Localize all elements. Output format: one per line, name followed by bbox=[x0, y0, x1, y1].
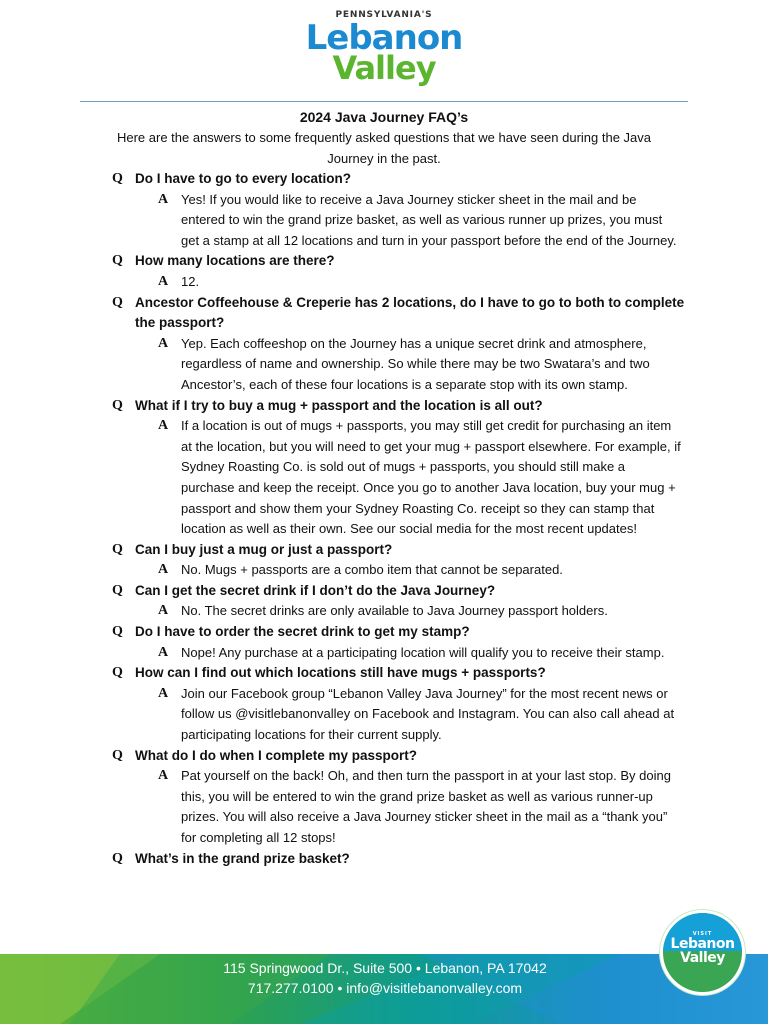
faq-question bbox=[112, 849, 692, 870]
answer-text: Pat yourself on the back! Oh, and then turn the passport in at your last stop. By doing this, you will be entered to win the grand prize basket as well as various runner-up prizes. You will also receive a Java Journey sticker sheet in the mail as a “thank you” for completing all 12 stops! bbox=[181, 768, 671, 845]
question-marker: Q bbox=[112, 253, 123, 269]
question-text: Can I buy just a mug or just a passport? bbox=[135, 541, 393, 557]
answer-text: Nope! Any purchase at a participating location will qualify you to receive their stamp. bbox=[181, 644, 665, 660]
faq-item bbox=[112, 622, 692, 663]
faq-answer bbox=[158, 766, 681, 848]
faq-item bbox=[112, 746, 692, 849]
question-text: Can I get the secret drink if I don’t do the Java Journey? bbox=[135, 582, 496, 598]
answer-text: Yes! If you would like to receive a Java Journey sticker sheet in the mail and be entered to win the grand prize basket, as well as various runner up prizes, you must get a stamp at all 12 locations and turn in your passport before the end of the Journey. bbox=[181, 191, 677, 248]
faq-list bbox=[112, 169, 692, 869]
intro-paragraph: Here are the answers to some frequently asked questions that we have seen during the Java Journey in the past. bbox=[116, 130, 652, 166]
faq-question bbox=[112, 169, 692, 190]
badge-line-2: Valley bbox=[680, 950, 725, 966]
answer-marker: A bbox=[158, 644, 169, 660]
question-marker: Q bbox=[112, 624, 123, 640]
faq-item bbox=[112, 581, 692, 622]
answer-marker: A bbox=[158, 418, 169, 434]
footer-contact: 717.277.0100 • info@visitlebanonvalley.com bbox=[247, 980, 523, 996]
answer-marker: A bbox=[158, 685, 169, 701]
question-text: Do I have to order the secret drink to get my stamp? bbox=[135, 624, 470, 640]
logo-line-1: Lebanon bbox=[305, 18, 463, 58]
answer-text: Join our Facebook group “Lebanon Valley Java Journey” for the most recent news or follow us @visitlebanonvalley on Facebook and Instagram. You can also call ahead at participating locations for their current supply. bbox=[181, 685, 675, 743]
page-title: 2024 Java Journey FAQ’s bbox=[299, 109, 469, 125]
faq-answer bbox=[158, 601, 681, 622]
footer-address: 115 Springwood Dr., Suite 500 • Lebanon, PA 17042 bbox=[223, 960, 547, 976]
faq-item bbox=[112, 663, 692, 745]
logo-small-text: PENNSYLVANIA'S bbox=[335, 10, 433, 20]
faq-answer bbox=[158, 334, 681, 396]
answer-marker: A bbox=[158, 335, 169, 351]
answer-marker: A bbox=[158, 562, 169, 578]
faq-question bbox=[112, 622, 692, 643]
question-marker: Q bbox=[112, 171, 123, 186]
faq-answer bbox=[158, 560, 681, 581]
faq-question bbox=[112, 396, 692, 417]
faq-item bbox=[112, 540, 692, 581]
faq-question bbox=[112, 251, 692, 272]
faq-answer bbox=[158, 416, 681, 540]
question-marker: Q bbox=[112, 541, 123, 557]
question-marker: Q bbox=[112, 850, 123, 866]
answer-text: If a location is out of mugs + passports, you may still get credit for purchasing an item at the location, but you will need to get your mug + passport elsewhere. For example, if Sydney Roasting Co. is sold out of mugs + passports, you should still make a purchase and keep the receipt. Once you go to another Java location, buy your mug + passport and show them your Sydney Roasting Co. receipt so they can stamp that location as well as their own. See our social media for the most recent updates! bbox=[181, 418, 681, 537]
badge-line-1: Lebanon bbox=[670, 936, 735, 952]
question-marker: Q bbox=[112, 397, 123, 413]
question-text: Ancestor Coffeehouse & Creperie has 2 locations, do I have to go to both to complete the passport? bbox=[135, 294, 685, 331]
question-text: How can I find out which locations still have mugs + passports? bbox=[135, 665, 546, 681]
faq-item bbox=[112, 251, 692, 292]
answer-text: No. The secret drinks are only available to Java Journey passport holders. bbox=[181, 603, 608, 619]
faq-item bbox=[112, 169, 692, 251]
faq-item bbox=[112, 293, 692, 396]
answer-text: 12. bbox=[181, 273, 200, 289]
badge-text bbox=[663, 931, 742, 965]
question-text: What do I do when I complete my passport? bbox=[135, 747, 418, 763]
question-marker: Q bbox=[112, 582, 123, 598]
faq-answer bbox=[158, 684, 681, 746]
faq-question bbox=[112, 581, 692, 602]
faq-question bbox=[112, 293, 692, 334]
footer-band bbox=[0, 954, 768, 1024]
footer-text bbox=[0, 958, 768, 998]
answer-text: Yep. Each coffeeshop on the Journey has a unique secret drink and atmosphere, regardless of name and ownership. So while there may be two Swatara’s and two Ancestor’s, each of these four locations is a separate stop with its own stamp. bbox=[181, 335, 650, 392]
question-marker: Q bbox=[112, 294, 123, 310]
question-text: Do I have to go to every location? bbox=[135, 171, 352, 186]
faq-question bbox=[112, 663, 692, 684]
faq-answer bbox=[158, 643, 681, 664]
answer-marker: A bbox=[158, 273, 169, 289]
question-marker: Q bbox=[112, 665, 123, 681]
answer-marker: A bbox=[158, 191, 169, 207]
question-text: What’s in the grand prize basket? bbox=[135, 850, 350, 866]
faq-question bbox=[112, 746, 692, 767]
faq-answer bbox=[158, 272, 681, 293]
question-text: What if I try to buy a mug + passport and the location is all out? bbox=[135, 397, 543, 413]
answer-text: No. Mugs + passports are a combo item that cannot be separated. bbox=[181, 562, 563, 578]
faq-answer bbox=[158, 190, 681, 252]
faq-question bbox=[112, 540, 692, 561]
question-text: How many locations are there? bbox=[135, 253, 335, 269]
faq-item bbox=[112, 396, 692, 540]
question-marker: Q bbox=[112, 747, 123, 763]
answer-marker: A bbox=[158, 603, 169, 619]
faq-item bbox=[112, 849, 692, 870]
badge-visit-label: VISIT bbox=[692, 931, 713, 937]
visit-lebanon-valley-badge bbox=[660, 910, 745, 995]
header-divider bbox=[80, 101, 688, 102]
header-logo bbox=[0, 10, 768, 87]
answer-marker: A bbox=[158, 768, 169, 784]
logo-line-2: Valley bbox=[332, 49, 436, 87]
